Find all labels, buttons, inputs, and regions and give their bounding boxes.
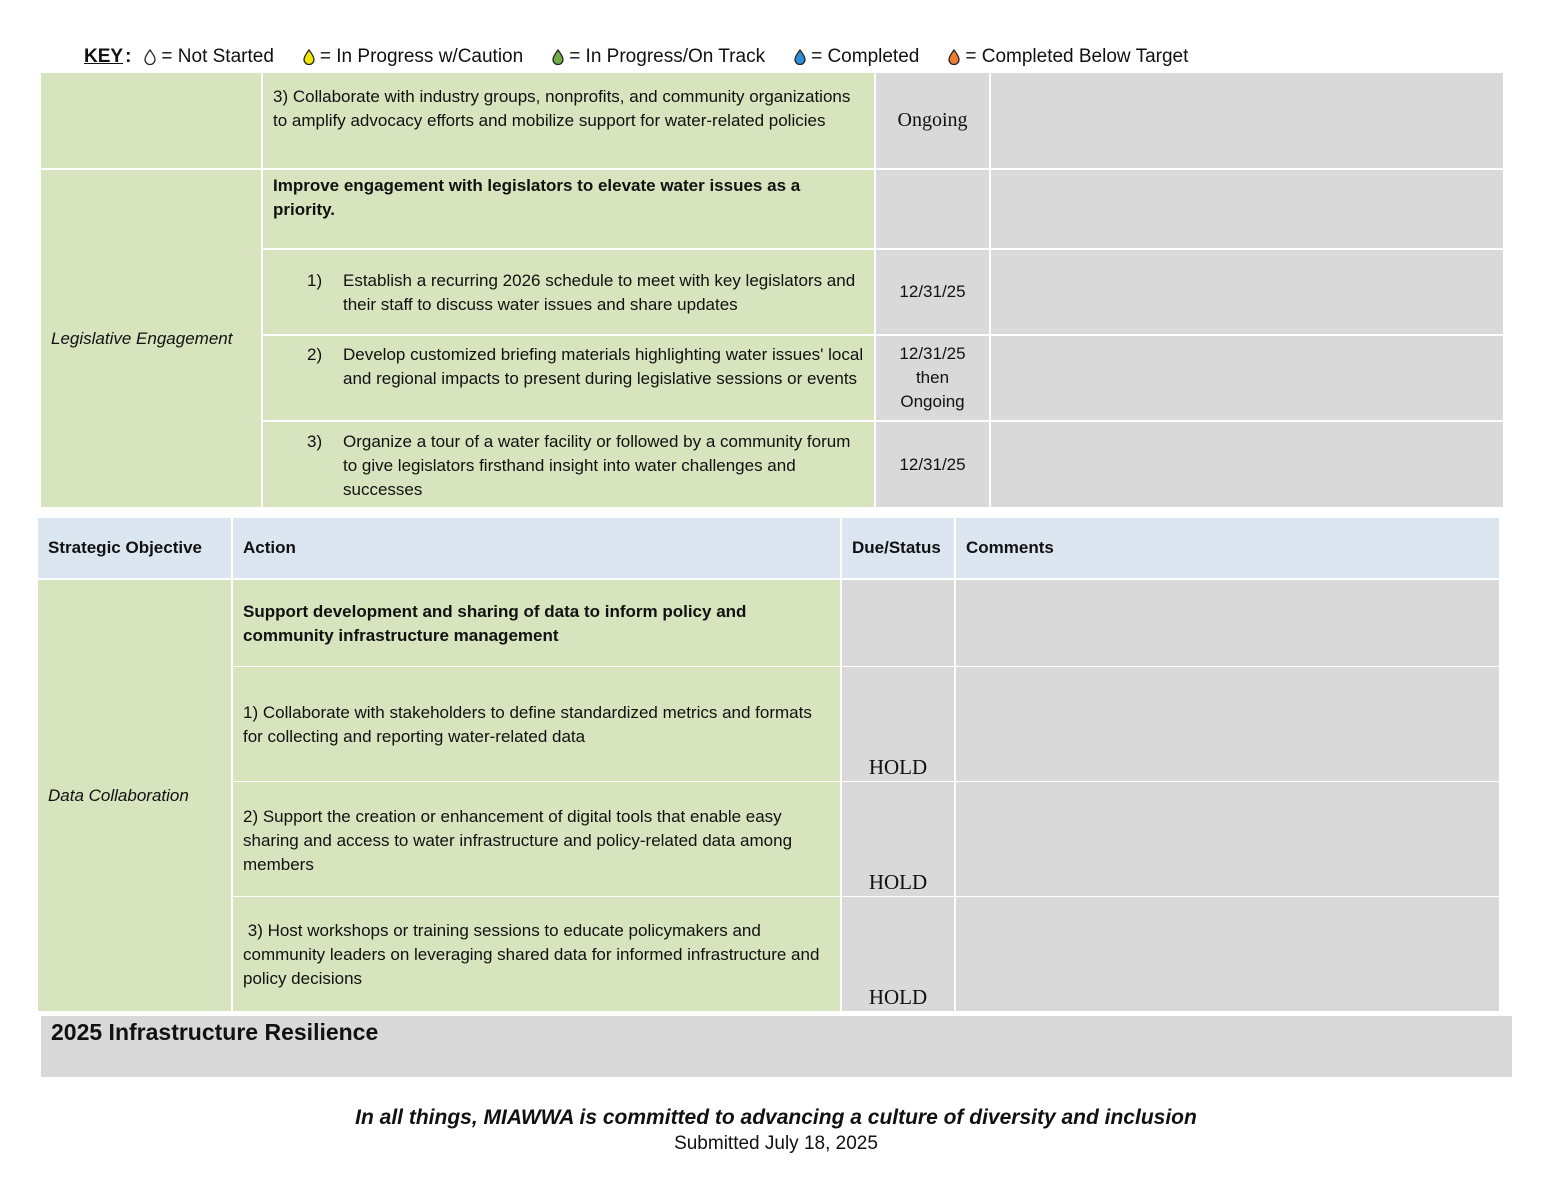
- goal-cell: [233, 580, 840, 666]
- comments-cell: [991, 422, 1503, 507]
- status-text: HOLD: [868, 870, 928, 894]
- key-item-below-target: [947, 46, 1188, 68]
- key-item-on-track: [551, 46, 765, 68]
- status-cell: [876, 250, 989, 334]
- key-item-label: = Completed: [811, 46, 920, 67]
- key-item-label: = Not Started: [161, 46, 274, 67]
- key-item-label: = In Progress/On Track: [569, 46, 766, 67]
- status-text: HOLD: [868, 985, 928, 1009]
- action-text: Organize a tour of a water facility or followed by a community forum to give legislators firsthand insight into water challenges and successes: [343, 432, 851, 499]
- header-due-status: [842, 518, 954, 578]
- action-text: 1) Collaborate with stakeholders to define standardized metrics and formats for collecting and reporting water-related data: [243, 703, 812, 746]
- section-title: 2025 Infrastructure Resilience: [51, 1019, 379, 1045]
- header-comments: [956, 518, 1499, 578]
- droplet-blue-icon: [793, 49, 807, 65]
- goal-cell: [263, 170, 874, 248]
- status-cell: [842, 782, 954, 896]
- status-cell: [876, 422, 989, 507]
- section-banner: [41, 1016, 1512, 1077]
- droplet-yellow-icon: [302, 49, 316, 65]
- droplet-outline-icon: [143, 49, 157, 65]
- comments-cell: [991, 250, 1503, 334]
- key-item-not-started: [143, 46, 273, 68]
- status-text: HOLD: [868, 755, 928, 779]
- status-text: Ongoing: [897, 109, 968, 131]
- action-text: Develop customized briefing materials highlighting water issues' local and regional impacts to present during legislative sessions or events: [343, 345, 864, 388]
- action-cell: [263, 336, 874, 420]
- comments-cell: [991, 170, 1503, 248]
- status-cell: [842, 580, 954, 666]
- key-item-caution: [302, 46, 523, 68]
- status-text: 12/31/25 then Ongoing: [899, 344, 966, 411]
- action-cell: [233, 667, 840, 781]
- action-cell: [233, 782, 840, 896]
- key-colon: :: [125, 46, 132, 67]
- strategic-objective-cell: [38, 580, 231, 1011]
- status-cell: [876, 170, 989, 248]
- action-number: 3): [307, 432, 323, 451]
- status-text: 12/31/25: [899, 454, 966, 474]
- footer-tagline: In all things, MIAWWA is committed to advancing a culture of diversity and inclusion: [355, 1106, 1197, 1129]
- header-strategic-objective: [38, 518, 231, 578]
- status-cell: [876, 336, 989, 420]
- header-label: Action: [243, 538, 296, 557]
- action-cell: [263, 73, 874, 168]
- action-cell: [263, 422, 874, 507]
- comments-cell: [956, 897, 1499, 1011]
- action-text: 2) Support the creation or enhancement of digital tools that enable easy sharing and access to water infrastructure and policy-related data among members: [243, 807, 793, 874]
- key-item-label: = In Progress w/Caution: [319, 46, 524, 67]
- status-cell: [876, 73, 989, 168]
- action-text: Establish a recurring 2026 schedule to meet with key legislators and their staff to discuss water issues and share updates: [343, 271, 856, 314]
- strategic-objective-cell: [41, 170, 261, 507]
- status-cell: [842, 667, 954, 781]
- status-cell: [842, 897, 954, 1011]
- comments-cell: [956, 580, 1499, 666]
- comments-cell: [991, 73, 1503, 168]
- status-text: 12/31/25: [899, 282, 966, 301]
- action-text: 3) Host workshops or training sessions to educate policymakers and community leaders on leveraging shared data for informed infrastructure and policy decisions: [243, 921, 825, 988]
- action-text: 3) Collaborate with industry groups, nonprofits, and community organizations to amplify advocacy efforts and mobilize support for water-related policies: [273, 87, 851, 130]
- goal-text: Support development and sharing of data to inform policy and community infrastructure management: [243, 602, 747, 645]
- droplet-green-icon: [551, 49, 565, 65]
- key-item-completed: [793, 46, 919, 68]
- action-cell: [263, 250, 874, 334]
- comments-cell: [956, 782, 1499, 896]
- action-number: 1): [307, 271, 323, 290]
- action-cell: [233, 897, 840, 1011]
- goal-text: Improve engagement with legislators to elevate water issues as a priority.: [273, 176, 801, 219]
- key-item-label: = Completed Below Target: [965, 46, 1189, 67]
- header-label: Due/Status: [852, 538, 941, 557]
- objective-label: Data Collaboration: [48, 785, 189, 805]
- droplet-orange-icon: [947, 49, 961, 65]
- header-action: [233, 518, 840, 578]
- header-label: Strategic Objective: [48, 538, 203, 557]
- comments-cell: [991, 336, 1503, 420]
- header-label: Comments: [966, 538, 1054, 557]
- action-number: 2): [307, 345, 323, 364]
- key-label: KEY: [84, 46, 124, 67]
- submitted-date: Submitted July 18, 2025: [674, 1133, 878, 1154]
- comments-cell: [956, 667, 1499, 781]
- status-key-legend: [84, 44, 1188, 70]
- objective-label: Legislative Engagement: [51, 328, 233, 348]
- objective-cell-empty: [41, 73, 261, 168]
